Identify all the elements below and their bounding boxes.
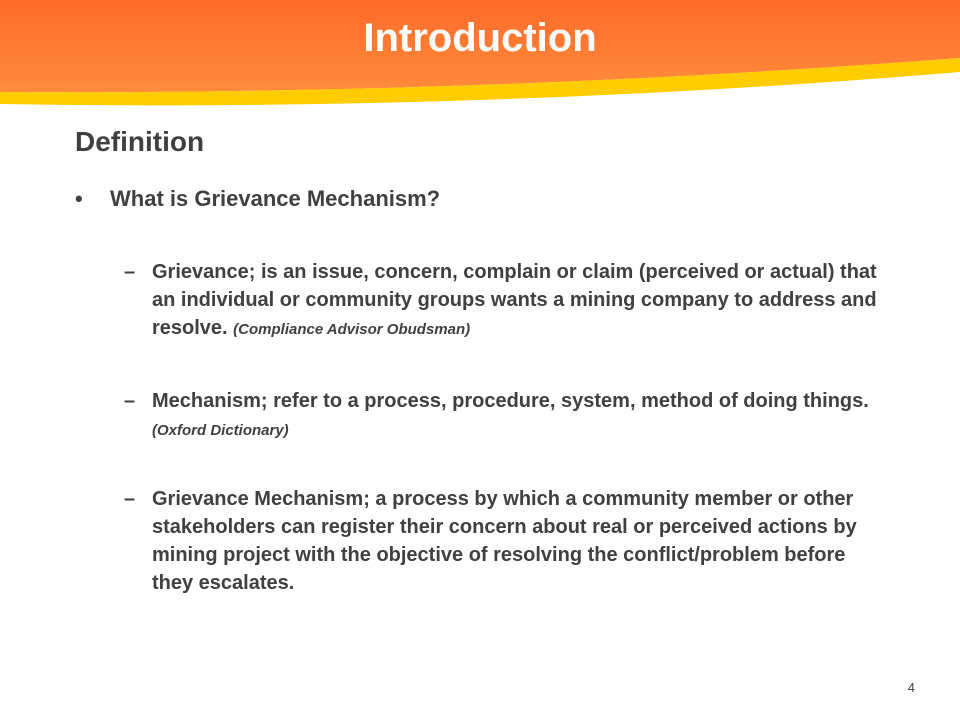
definition-text: Grievance; is an issue, concern, complain or claim (perceived or actual) that an individual or community groups wants a mining company to address and resolve. [152, 261, 877, 339]
dash-mark: – [124, 390, 136, 412]
slide-title: Introduction [363, 16, 597, 60]
sub-item-grievance-mechanism [124, 485, 884, 597]
bullet-text: What is Grievance Mechanism? [110, 186, 441, 211]
bullet-item [75, 186, 440, 212]
citation: (Compliance Advisor Obudsman) [233, 321, 471, 338]
dash-mark: – [124, 261, 136, 283]
sub-item-text [152, 485, 884, 597]
sub-item-text [152, 258, 884, 344]
definition-text: Mechanism; refer to a process, procedure, system, method of doing things. [152, 390, 869, 412]
page-number: 4 [907, 680, 915, 695]
sub-item-text [152, 387, 884, 445]
section-heading: Definition [75, 126, 205, 157]
bullet-mark: • [75, 186, 83, 211]
sub-item-mechanism [124, 387, 884, 445]
citation: (Oxford Dictionary) [152, 422, 289, 439]
definition-text: Grievance Mechanism; a process by which a community member or other stakeholders can register their concern about real or perceived actions by mining project with the objective of resolving the conflict/problem before they escalates. [152, 488, 857, 594]
dash-mark: – [124, 488, 136, 510]
sub-item-grievance [124, 258, 884, 344]
